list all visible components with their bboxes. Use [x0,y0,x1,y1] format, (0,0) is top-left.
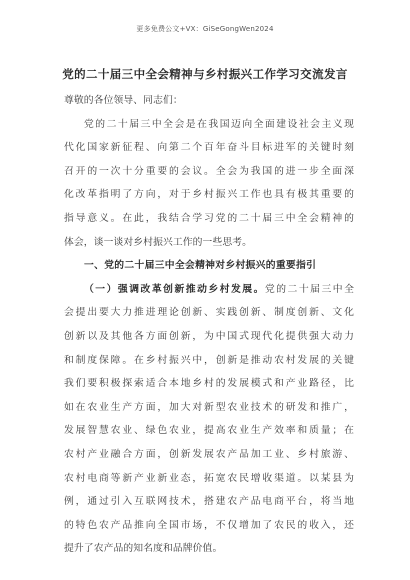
body-line: 农村产业融合方面，创新发展农产品加工业、乡村旅游、 [64,448,354,460]
intro-line: 代化国家新征程、向第二个百年奋斗目标进军的关键时刻 [64,142,354,154]
body-line: 的特色农产品推向全国市场，不仅增加了农民的收入，还 [64,519,354,531]
body-line: 创新以及其他各方面创新，为中国式现代化提供强大动力 [64,330,354,342]
intro-line: 体会，谈一谈对乡村振兴工作的一些思考。 [64,236,253,248]
salutation: 尊敬的各位领导、同志们： [64,95,183,106]
body-line: 例，通过引入互联网技术，搭建农产品电商平台，将当地 [64,496,354,508]
section-heading: 一、党的二十届三中全会精神对乡村振兴的重要指引 [84,260,317,272]
document-body [64,89,354,561]
subsection-heading: （一）强调改革创新推动乡村发展。 [84,283,265,295]
intro-line: 化改革指明了方向，对于乡村振兴工作也具有极其重要的 [64,189,354,201]
subsection-first-line [64,278,354,302]
body-line: 农村电商等新产业新业态，拓宽农民增收渠道。以某县为 [64,472,354,484]
body-line: 和制度保障。在乡村振兴中，创新是推动农村发展的关键 [64,354,354,366]
body-line: 发展智慧农业、绿色农业，提高农业生产效率和质量；在 [64,425,354,437]
subsection-first-line-rest: 党的二十届三中全 [264,283,354,295]
body-line: 会提出要大力推进理论创新、实践创新、制度创新、文化 [64,307,354,319]
body-line: 提升了农产品的知名度和品牌价值。 [64,543,223,555]
intro-line: 召开的一次十分重要的会议。全会为我国的进一步全面深 [64,165,354,177]
body-line: 如在农业生产方面，加大对新型农业技术的研发和推广， [64,401,354,413]
document-title: 党的二十届三中全会精神与乡村振兴工作学习交流发言 [62,67,348,81]
intro-line: 党的二十届三中全会是在我国迈向全面建设社会主义现 [84,118,354,130]
body-line: 我们要积极探索适合本地乡村的发展模式和产业路径，比 [64,378,354,390]
header-note: 更多免费公文+VX：GiSeGongWen2024 [136,25,274,33]
intro-line: 指导意义。在此，我结合学习党的二十届三中全会精神的 [64,212,354,224]
